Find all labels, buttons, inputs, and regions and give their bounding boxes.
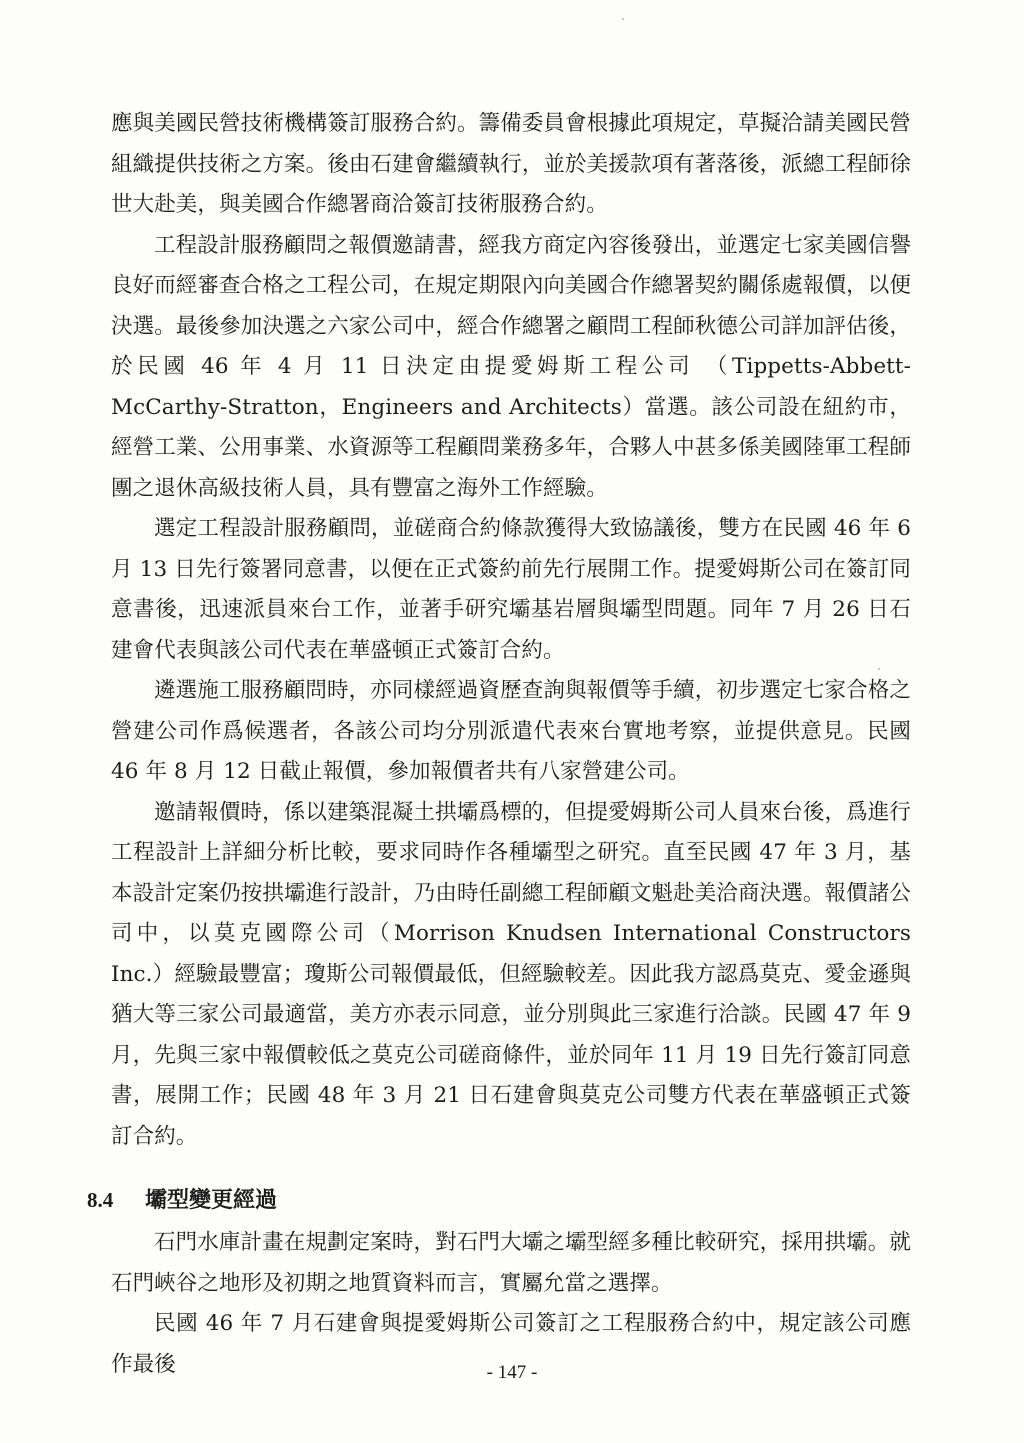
paragraph-6: 民國 46 年 7 月石建會與提愛姆斯公司簽訂之工程服務合約中，規定該公司應作最後 [111,1311,911,1377]
section-title: 壩型變更經過 [145,1188,278,1213]
paragraph-0: 應與美國民營技術機構簽訂服務合約。籌備委員會根據此項規定，草擬洽請美國民營組織提供技術之方案。後由石建會繼續執行，並於美援款項有著落後，派總工程師徐世大赴美，與美國合作總署商洽簽訂技術服務合約。 [111,111,911,217]
body-after-section [111,1223,911,1385]
page-number: - 147 - [486,1362,538,1383]
paragraph-3: 遴選施工服務顧問時，亦同樣經過資歷查詢與報價等手續，初步選定七家合格之營建公司作爲候選者，各該公司均分別派遣代表來台實地考察，並提供意見。民國 46 年 8 月 12 日截止報價，參加報價者共有八家營建公司。 [111,678,911,784]
section-heading [87,1183,911,1223]
page-body [87,104,911,1385]
paragraph-5: 石門水庫計畫在規劃定案時，對石門大壩之壩型經多種比較研究，採用拱壩。就石門峽谷之地形及初期之地質資料而言，實屬允當之選擇。 [111,1230,911,1296]
scan-speck [878,668,880,670]
section-number: 8.4 [87,1188,114,1212]
paragraph-1: 工程設計服務顧問之報價邀請書，經我方商定內容後發出，並選定七家美國信譽良好而經審查合格之工程公司，在規定期限內向美國合作總署契約關係處報價，以便決選。最後參加決選之六家公司中，經合作總署之顧問工程師秋德公司詳加評估後，於民國 46 年 4 月 11 日決定由提愛姆斯工程公司 （Tippetts-Abbett-McCarthy-Stratton，Engineers and Architects）當選。該公司設在紐約市，經營工業、公用事業、水資源等工程顧問業務多年，合夥人中甚多係美國陸軍工程師團之退休高級技術人員，具有豐富之海外工作經驗。 [111,232,911,501]
paragraph-2: 選定工程設計服務顧問，並磋商合約條款獲得大致協議後，雙方在民國 46 年 6 月 13 日先行簽署同意書，以便在正式簽約前先行展開工作。提愛姆斯公司在簽訂同意書後，迅速派員來台工作，並著手研究壩基岩層與壩型問題。同年 7 月 26 日石建會代表與該公司代表在華盛頓正式簽訂合約。 [111,516,911,663]
paragraph-4: 邀請報價時，係以建築混凝土拱壩爲標的，但提愛姆斯公司人員來台後，爲進行工程設計上詳細分析比較，要求同時作各種壩型之研究。直至民國 47 年 3 月，基本設計定案仍按拱壩進行設計，乃由時任副總工程師顧文魁赴美洽商決選。報價諸公司中，以莫克國際公司（Morrison Knudsen International Constructors Inc.）經驗最豐富；瓊斯公司報價最低，但經驗較差。因此我方認爲莫克、愛金遜與猶大等三家公司最適當，美方亦表示同意，並分別與此三家進行洽談。民國 47 年 9 月，先與三家中報價較低之莫克公司磋商條件，並於同年 11 月 19 日先行簽訂同意書，展開工作；民國 48 年 3 月 21 日石建會與莫克公司雙方代表在華盛頓正式簽訂合約。 [111,799,911,1149]
body-before-section [111,104,911,1157]
scan-speck [622,18,624,20]
